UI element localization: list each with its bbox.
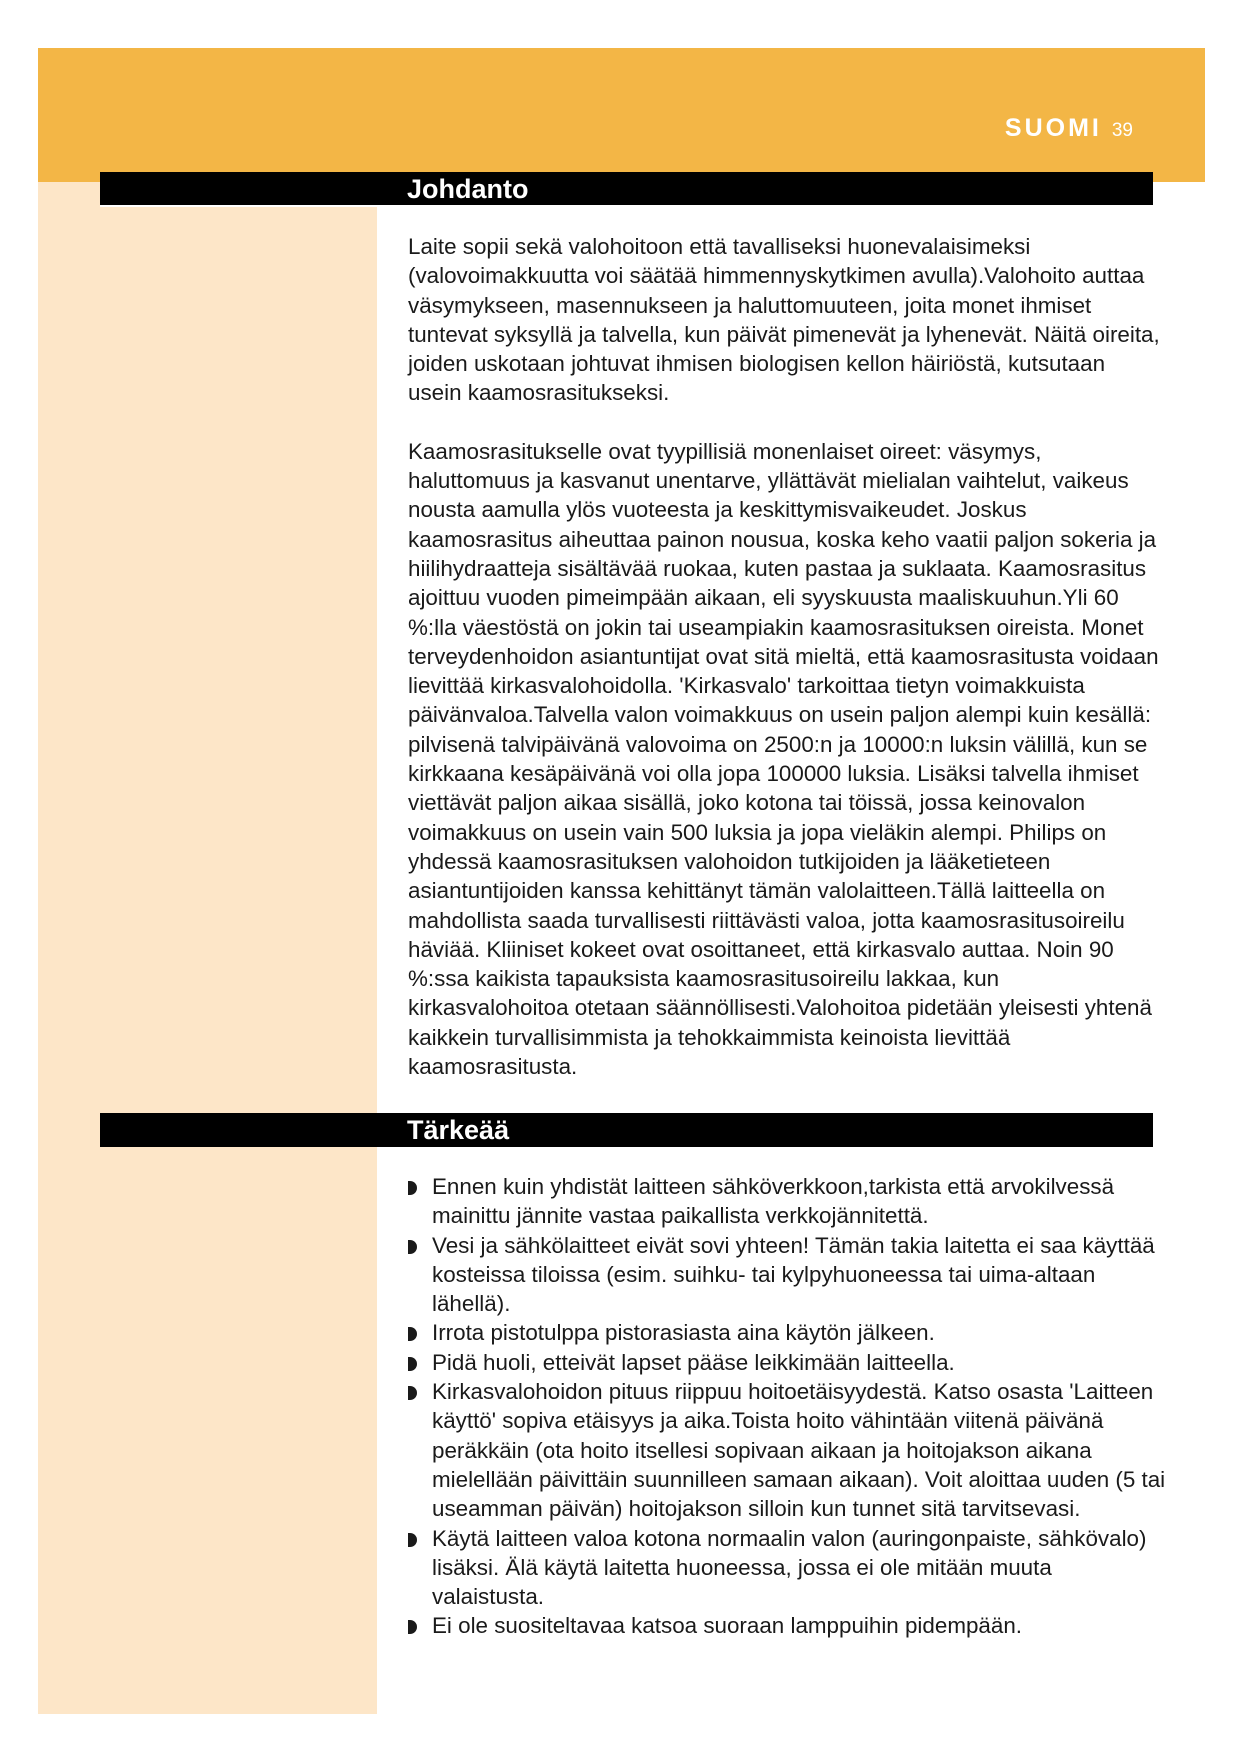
intro-paragraph: Laite sopii sekä valohoitoon että tavalliseksi huonevalaisimeksi (valovoimakkuutta voi säätää himmennyskytkimen avulla).Valohoito auttaa väsymykseen, masennukseen ja haluttomuuteen, joita monet ihmiset tuntevat syksyllä ja talvella, kun päivät pimenevät ja lyhenevät. Näitä oireita, joiden uskotaan johtuvat ihmisen biologisen kellon häiriöstä, kutsutaan usein kaamosrasitukseksi. — [408, 234, 1160, 406]
list-item — [408, 1377, 1168, 1523]
section-title-important: Tärkeää — [100, 1113, 1153, 1147]
list-item-text: Ennen kuin yhdistät laitteen sähköverkkoon,tarkista että arvokilvessä mainittu jännite vastaa paikallista verkkojännitettä. — [432, 1174, 1115, 1229]
page-header — [1005, 114, 1133, 143]
list-item-text: Kirkasvalohoidon pituus riippuu hoitoetäisyydestä. Katso osasta 'Laitteen käyttö' sopiva etäisyys ja aika.Toista hoito vähintään viitenä päivänä peräkkäin (ota hoito itsellesi sopivaan aikaan ja hoitojakson aikana mielellään päivittäin suunnilleen samaan aikaan). Voit aloittaa uuden (5 tai useamman päivän) hoitojakson silloin kun tunnet sitä tarvitsevasi. — [432, 1379, 1166, 1522]
intro-text — [408, 232, 1163, 1110]
bullet-icon — [408, 1533, 417, 1547]
list-item — [408, 1348, 1168, 1377]
side-margin-band — [38, 182, 377, 1714]
important-list — [408, 1172, 1168, 1641]
intro-paragraph: Kaamosrasitukselle ovat tyypillisiä monenlaiset oireet: väsymys, haluttomuus ja kasvanut unentarve, yllättävät mielialan vaihtelut, vaikeus nousta aamulla ylös vuoteesta ja keskittymisvaikeudet. Joskus kaamosrasitus aiheuttaa painon nousua, koska keho vaatii paljon sokeria ja hiilihydraatteja sisältävää ruokaa, kuten pastaa ja suklaata. Kaamosrasitus ajoittuu vuoden pimeimpään aikaan, eli syyskuusta maaliskuuhun.Yli 60 %:lla väestöstä on jokin tai useampiakin kaamosrasituksen oireista. Monet terveydenhoidon asiantuntijat ovat sitä mieltä, että kaamosrasitusta voidaan lievittää kirkasvalohoidolla. 'Kirkasvalo' tarkoittaa tietyn voimakkuista päivänvaloa.Talvella valon voimakkuus on usein paljon alempi kuin kesällä: pilvisenä talvipäivänä valovoima on 2500:n ja 10000:n luksin välillä, kun se kirkkaana kesäpäivänä voi olla jopa 100000 luksia. Lisäksi talvella ihmiset viettävät paljon aikaa sisällä, joko kotona tai töissä, jossa keinovalon voimakkuus on usein vain 500 luksia ja jopa vieläkin alempi. Philips on yhdessä kaamosrasituksen valohoidon tutkijoiden ja lääketieteen asiantuntijoiden kanssa kehittänyt tämän valolaitteen.Tällä laitteella on mahdollista saada turvallisesti riittävästi valoa, jotta kaamosrasitusoireilu häviää. Kliiniset kokeet ovat osoittaneet, että kirkasvalo auttaa. Noin 90 %:ssa kaikista tapauksista kaamosrasitusoireilu lakkaa, kun kirkasvalohoitoa otetaan säännöllisesti.Valohoitoa pidetään yleisesti yhtenä kaikkein turvallisimmista ja tehokkaimmista keinoista lievittää kaamosrasitusta. — [408, 438, 1159, 1080]
list-item — [408, 1318, 1168, 1347]
list-item — [408, 1231, 1168, 1319]
bullet-icon — [408, 1240, 417, 1254]
list-item-text: Pidä huoli, etteivät lapset pääse leikkimään laitteella. — [432, 1349, 955, 1375]
language-label: SUOMI — [1004, 114, 1102, 142]
list-item — [408, 1172, 1168, 1231]
bullet-icon — [408, 1357, 417, 1371]
bullet-icon — [408, 1181, 417, 1195]
bullet-icon — [408, 1386, 417, 1400]
bullet-icon — [408, 1620, 417, 1634]
bullet-icon — [408, 1327, 417, 1341]
list-item-text: Irrota pistotulppa pistorasiasta aina käytön jälkeen. — [432, 1320, 935, 1346]
section-title-intro: Johdanto — [100, 172, 1153, 207]
list-item-text: Käytä laitteen valoa kotona normaalin valon (auringonpaiste, sähkövalo) lisäksi. Älä käytä laitetta huoneessa, jossa ei ole mitään muuta valaistusta. — [432, 1525, 1147, 1610]
list-item-text: Ei ole suositeltavaa katsoa suoraan lamppuihin pidempään. — [432, 1613, 1022, 1639]
page-number: 39 — [1111, 120, 1133, 141]
list-item — [408, 1611, 1168, 1640]
list-item — [408, 1524, 1168, 1612]
list-item-text: Vesi ja sähkölaitteet eivät sovi yhteen! Tämän takia laitetta ei saa käyttää kosteissa tiloissa (esim. suihku- tai kylpyhuoneessa tai uima-altaan lähellä). — [432, 1232, 1155, 1317]
